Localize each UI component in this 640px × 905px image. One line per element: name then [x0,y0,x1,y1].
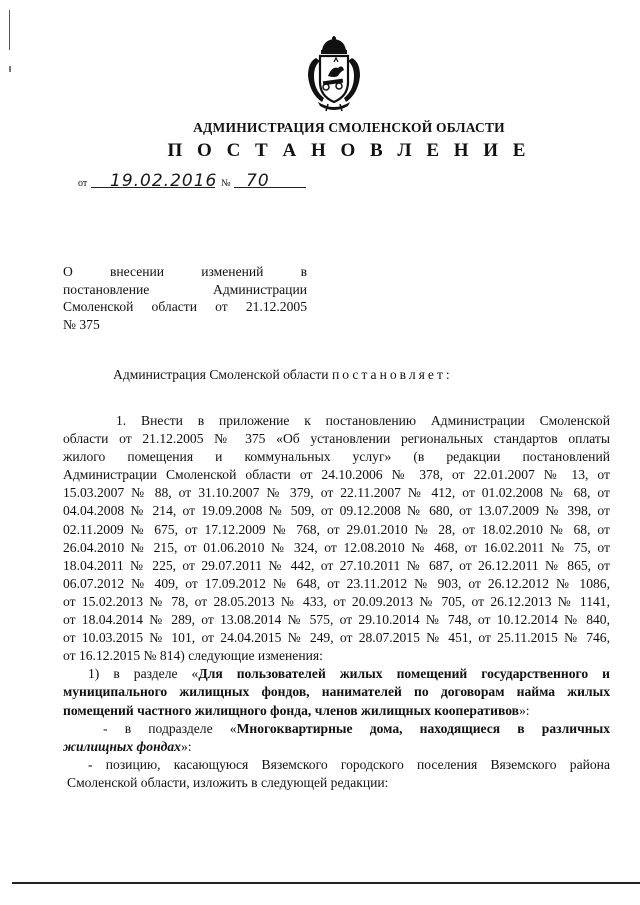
body-line: жилого помещения и коммунальных услуг» (в редакции постановлений [63,449,610,465]
body-line: 26.04.2010 № 215, от 01.06.2010 № 324, от 12.08.2010 № 468, от 16.02.2011 № 75, от [63,539,610,555]
date-number-line [78,170,318,192]
body-line: Администрации Смоленской области от 24.10.2006 № 378, от 22.01.2007 № 13, от [63,467,610,483]
date-label: от [78,178,88,189]
subsection-line: - в подразделе «Многоквартирные дома, находящиеся в различных [103,720,610,736]
item1-bold: Для пользователей жилых помещений государственного и [198,666,610,682]
item1-bold: муниципального жилищных фондов, нанимателей по договорам найма жилых [63,684,610,700]
body-line: 18.04.2011 № 225, от 29.07.2011 № 442, от 27.10.2011 № 687, от 26.12.2011 № 865, от [63,557,610,573]
subsection-bold: Многоквартирные дома, находящиеся в различных [236,720,610,736]
position-line: - позицию, касающуюся Вяземского городского поселения Вяземского района [88,756,610,772]
body-line: 02.11.2009 № 675, от 17.12.2009 № 768, от 29.01.2010 № 28, от 18.02.2010 № 68, от [63,521,610,537]
organization-name: АДМИНИСТРАЦИЯ СМОЛЕНСКОЙ ОБЛАСТИ [193,120,505,135]
number-handwritten: 70 [246,171,270,191]
subsection-bold-italic: жилищных фондах [63,738,181,754]
body-line: от 15.02.2013 № 78, от 28.05.2013 № 433, от 20.09.2013 № 705, от 26.12.2013 № 1141, [63,593,610,609]
number-field-underline [234,169,306,188]
body-line: 15.03.2007 № 88, от 31.10.2007 № 379, от 22.11.2007 № 412, от 01.02.2008 № 68, от [63,485,610,501]
decree-intro [113,367,453,383]
document-subject [63,263,307,333]
item1-line: помещений частного жилищного фонда, членов жилищных кооперативов»: [63,702,530,718]
document-type-title: П О С Т А Н О В Л Е Н И Е [167,140,531,161]
body-line: от 18.04.2014 № 289, от 13.08.2014 № 575, от 29.10.2014 № 748, от 10.12.2014 № 840, [63,612,610,628]
item1-line [63,683,610,701]
item1-line: 1) в разделе «Для пользователей жилых помещений государственного и [88,666,610,682]
body-line: 06.07.2012 № 409, от 17.09.2012 № 648, от 23.11.2012 № 903, от 26.12.2012 № 1086, [63,575,610,591]
scan-edge-mark [9,10,10,50]
bottom-scan-rule [12,882,640,884]
subject-line: постановление Администрации [63,281,307,297]
intro-verb: постановляет: [331,367,453,382]
subject-line: Смоленской области от 21.12.2005 [63,299,307,314]
subject-line: № 375 [63,316,100,332]
subject-line: О внесении изменений в [63,264,307,279]
document-body [63,412,610,792]
position-line: Смоленской области, изложить в следующей редакции: [67,774,389,790]
scan-dot-mark [9,66,11,72]
body-line: 1. Внести в приложение к постановлению Администрации Смоленской [116,413,610,428]
coat-of-arms-icon [302,36,366,112]
date-handwritten: 19.02.2016 [110,171,218,191]
subsection-line: жилищных фондах»: [63,738,192,754]
body-line: области от 21.12.2005 № 375 «Об установлении региональных стандартов оплаты [63,431,610,447]
body-line: от 16.12.2015 № 814) следующие изменения: [63,648,323,664]
body-line: от 10.03.2015 № 101, от 24.04.2015 № 249, от 28.07.2015 № 451, от 25.11.2015 № 746, [63,630,610,646]
item1-bold: помещений частного жилищного фонда, членов жилищных кооперативов [63,702,519,718]
body-line: 04.04.2008 № 214, от 19.09.2008 № 509, от 09.12.2008 № 680, от 13.07.2009 № 398, от [63,503,610,519]
number-label: № [221,178,231,189]
intro-prefix: Администрация Смоленской области [113,367,329,382]
